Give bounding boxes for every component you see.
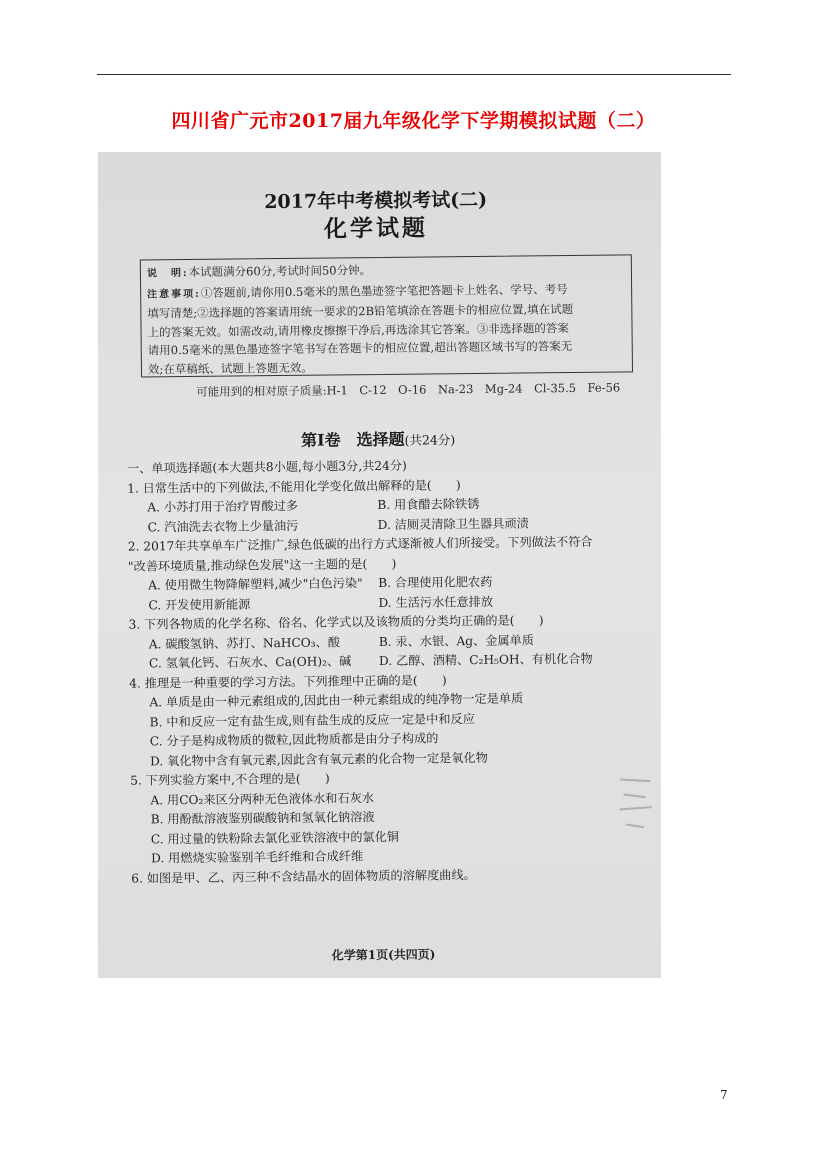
section-title: 第Ⅰ卷 选择题	[300, 429, 405, 450]
section-heading	[98, 424, 660, 453]
atomic-masses: 可能用到的相对原子质量:H-1 C-12 O-16 Na-23 Mg-24 Cl-35.5 Fe-56	[196, 380, 621, 399]
option: B. 合理使用化肥农药	[378, 574, 493, 591]
question-stem: 4. 推理是一种重要的学习方法。下列推理中正确的是( )	[129, 672, 447, 691]
document-title: 四川省广元市2017届九年级化学下学期模拟试题（二）	[171, 110, 656, 132]
option: C. 氢氧化钙、石灰水、Ca(OH)₂、碱	[148, 654, 352, 671]
option: B. 用酚酞溶液鉴别碳酸钠和氢氧化钠溶液	[150, 810, 375, 827]
notice-line: 上的答案无效。如需改动,请用橡皮擦擦干净后,再选涂其它答案。③非选择题的答案	[147, 320, 569, 339]
option: D. 生活污水任意排放	[378, 594, 494, 610]
option: A. 用CO₂来区分两种无色液体水和石灰水	[150, 790, 375, 807]
part-intro: 一、单项选择题(本大题共8小题,每小题3分,共24分)	[126, 458, 407, 476]
option: D. 氧化物中含有氧元素,因此含有氧元素的化合物一定是氧化物	[149, 750, 488, 768]
question-stem: 6. 如图是甲、乙、丙三种不含结晶水的固体物质的溶解度曲线。	[131, 867, 476, 886]
question-area	[127, 454, 656, 888]
section-points: (共24分)	[404, 432, 456, 448]
option: B. 用食醋去除铁锈	[377, 496, 480, 513]
bleed-through-smudge	[615, 769, 656, 839]
option: D. 用燃烧实验鉴别羊毛纤维和合成纤维	[150, 849, 364, 866]
notice-text: 本试题满分60分,考试时间50分钟。	[188, 263, 372, 279]
exam-photo	[98, 152, 661, 978]
option: C. 开发使用新能源	[148, 596, 251, 612]
notice-label: 说 明:	[146, 267, 189, 280]
notice-line: 填写清楚;②选择题的答案请用统一要求的2B铅笔填涂在答题卡的相应位置,填在试题	[147, 301, 574, 321]
page-number: 7	[720, 1088, 728, 1102]
question-stem: 2. 2017年共享单车广泛推广,绿色低碳的出行方式逐渐被人们所接受。下列做法不符合	[127, 534, 593, 554]
notice-label: 注意事项:	[147, 288, 201, 300]
option: A. 使用微生物降解塑料,减少"白色污染"	[148, 576, 363, 593]
exam-paper	[98, 152, 661, 978]
option: C. 分子是构成物质的微粒,因此物质都是由分子构成的	[149, 731, 439, 749]
option: A. 单质是由一种元素组成的,因此由一种元素组成的纯净物一定是单质	[149, 691, 524, 710]
exam-footer: 化学第1页(共四页)	[331, 947, 436, 963]
option: C. 用过量的铁粉除去氯化亚铁溶液中的氯化铜	[150, 829, 400, 846]
question-stem-cont: "改善环境质量,推动绿色发展"这一主题的是( )	[127, 556, 397, 574]
option: A. 碳酸氢钠、苏打、NaHCO₃、酸	[148, 634, 341, 651]
exam-subtitle: 化学试题	[323, 214, 429, 243]
question-stem: 3. 下列各物质的化学名称、俗名、化学式以及该物质的分类均正确的是( )	[128, 613, 544, 632]
option: B. 汞、水银、Ag、金属单质	[378, 632, 535, 649]
option: D. 洁厕灵清除卫生器具顽渍	[377, 515, 529, 532]
option: B. 中和反应一定有盐生成,则有盐生成的反应一定是中和反应	[149, 711, 475, 729]
question-stem: 1. 日常生活中的下列做法,不能用化学变化做出解释的是( )	[127, 477, 461, 496]
question-stem: 5. 下列实验方案中,不合理的是( )	[130, 771, 330, 788]
notice-text: ①答题前,请你用0.5毫米的黑色墨迹签字笔把答题卡上姓名、学号、考号	[200, 281, 568, 300]
notice-line: 效;在草稿纸、试题上答题无效。	[147, 360, 313, 376]
option: D. 乙醇、酒精、C₂H₅OH、有机化合物	[378, 651, 593, 669]
header-rule	[97, 74, 731, 75]
option: C. 汽油洗去衣物上少量油污	[147, 518, 299, 534]
exam-title: 2017年中考模拟考试(二)	[264, 188, 488, 214]
option: A. 小苏打用于治疗胃酸过多	[147, 498, 299, 515]
notice-box	[140, 254, 633, 377]
notice-line: 请用0.5毫米的黑色墨迹签字笔书写在答题卡的相应位置,超出答题区域书写的答案无	[147, 338, 573, 358]
